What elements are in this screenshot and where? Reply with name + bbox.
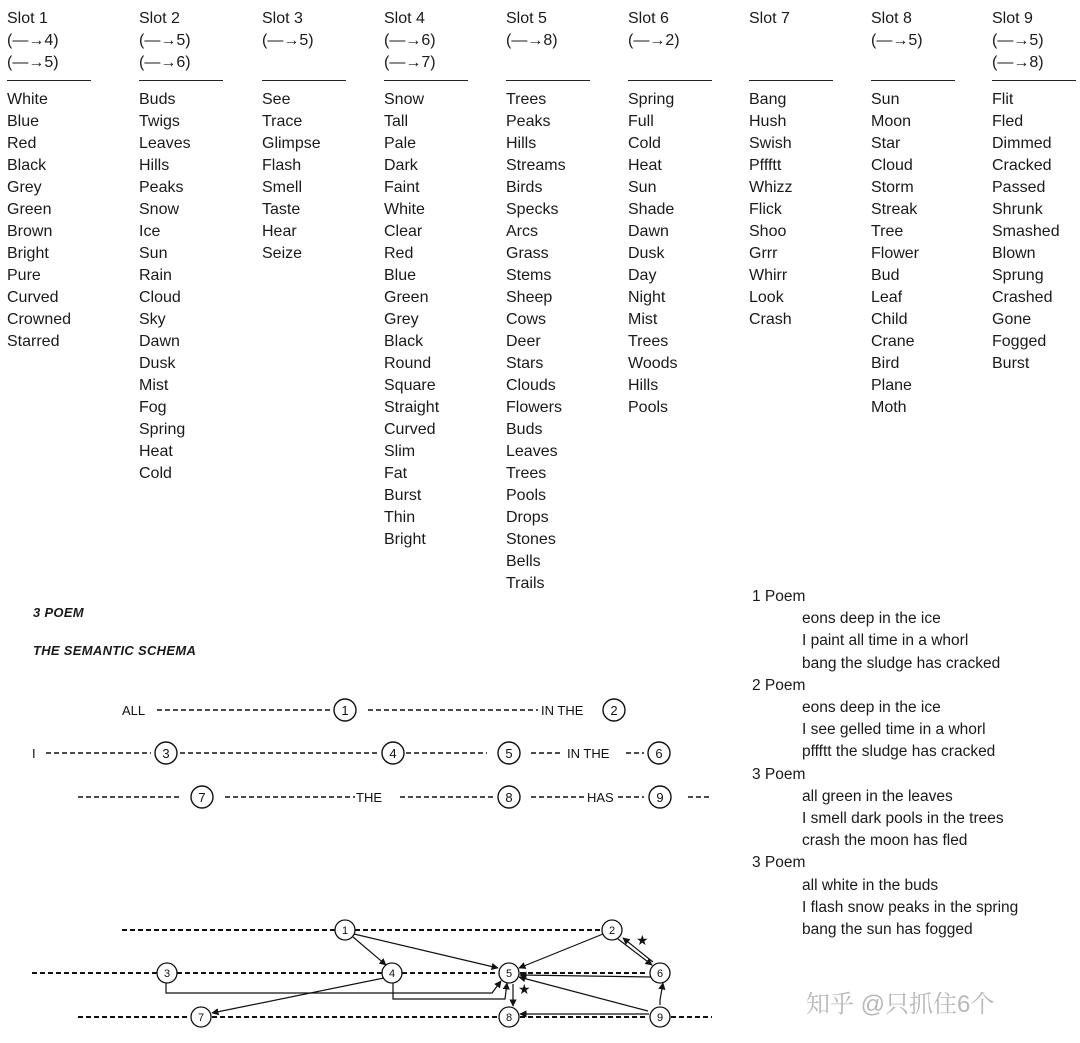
slot-word: Spring <box>628 91 675 108</box>
slot-word: Faint <box>384 179 420 196</box>
poem-title: 3 Poem <box>752 854 806 872</box>
slot-word: Bird <box>871 355 900 372</box>
slot-word: Spring <box>139 421 186 438</box>
schema-word-all: ALL <box>122 703 146 718</box>
slot-word: Burst <box>992 355 1030 372</box>
slot-word: Peaks <box>506 113 551 130</box>
slot-link: (—→5) <box>139 32 191 49</box>
slot-word: Grey <box>384 311 419 328</box>
slot-word: Green <box>7 201 52 218</box>
slot-word: Trees <box>628 333 669 350</box>
slot-word: Glimpse <box>262 135 321 152</box>
slot-word: Fogged <box>992 333 1047 350</box>
slot-word: Hear <box>262 223 297 240</box>
schema-word-in-the-1: IN THE <box>541 703 584 718</box>
slot-link: (—→5) <box>262 32 314 49</box>
slot-word: Bells <box>506 553 541 570</box>
slot-word: Stones <box>506 531 556 548</box>
slot-word: Plane <box>871 377 912 394</box>
schema-node-1: 1 <box>341 703 349 718</box>
slot-word: Heat <box>139 443 173 460</box>
slot-word: Clouds <box>506 377 556 394</box>
slot-link: (—→2) <box>628 32 680 49</box>
slot-word: Cold <box>139 465 172 482</box>
slot-word: Dusk <box>139 355 176 372</box>
slot-title: Slot 4 <box>384 10 425 27</box>
slot-divider <box>139 80 223 81</box>
slot-header <box>384 8 499 74</box>
slot-word: Starred <box>7 333 60 350</box>
slot-column-2 <box>139 8 254 485</box>
slot-title: Slot 2 <box>139 10 180 27</box>
schema-node-3: 3 <box>162 746 170 761</box>
slot-link: (—→8) <box>506 32 558 49</box>
slot-word: Pure <box>7 267 41 284</box>
slot-word: Seize <box>262 245 303 262</box>
slot-word: Cows <box>506 311 547 328</box>
slot-word: Cold <box>628 135 661 152</box>
schema-node-7: 7 <box>198 790 206 805</box>
poem-line: all white in the buds <box>802 876 939 894</box>
slot-word: Flick <box>749 201 782 218</box>
poem-line: all green in the leaves <box>802 787 953 805</box>
slot-word: Hills <box>628 377 659 394</box>
graph-node-5: 5 <box>505 968 513 980</box>
slot-link: (—→5) <box>7 54 59 71</box>
slot-word: Flowers <box>506 399 563 416</box>
slot-word: Mist <box>628 311 658 328</box>
slot-word: Crowned <box>7 311 72 328</box>
slot-word: Shoo <box>749 223 787 240</box>
slot-word: Shrunk <box>992 201 1043 218</box>
poem-line: pffftt the sludge has cracked <box>802 743 996 761</box>
schema-word-the: THE <box>356 790 382 805</box>
slot-word: Crane <box>871 333 915 350</box>
graph-node-7: 7 <box>197 1012 205 1024</box>
slot-word: Flower <box>871 245 920 262</box>
slot-word: Smashed <box>992 223 1060 240</box>
slot-word: Dark <box>384 157 418 174</box>
slot-word: Moth <box>871 399 907 416</box>
slot-word: Twigs <box>139 113 180 130</box>
slot-word: Bright <box>384 531 426 548</box>
schema-word-has: HAS <box>587 790 614 805</box>
schema-node-2: 2 <box>610 703 618 718</box>
slot-word: Buds <box>506 421 543 438</box>
slot-word: Fled <box>992 113 1024 130</box>
slot-header <box>506 8 621 74</box>
slot-word: Sun <box>871 91 900 108</box>
slot-word: Tall <box>384 113 409 130</box>
slot-link: (—→5) <box>871 32 923 49</box>
poem-line: I flash snow peaks in the spring <box>802 898 1019 916</box>
poem-line: I smell dark pools in the trees <box>802 810 1004 828</box>
slot-word: Crash <box>749 311 792 328</box>
slot-word: Stems <box>506 267 552 284</box>
slot-word: Hills <box>139 157 170 174</box>
poem-title: 2 Poem <box>752 676 806 694</box>
semantic-schema <box>0 690 720 815</box>
slot-header <box>749 8 864 74</box>
slot-divider <box>506 80 590 81</box>
slot-word: Flash <box>262 157 302 174</box>
slot-divider <box>992 80 1076 81</box>
slot-word: Star <box>871 135 901 152</box>
slot-title: Slot 3 <box>262 10 303 27</box>
slot-word: Trace <box>262 113 303 130</box>
slot-column-8 <box>871 8 986 419</box>
poem-line: I paint all time in a whorl <box>802 632 969 650</box>
slot-word: Snow <box>139 201 180 218</box>
slot-column-9 <box>992 8 1080 375</box>
slot-word: White <box>384 201 425 218</box>
poem-line: eons deep in the ice <box>802 699 941 717</box>
slot-word: Pools <box>628 399 669 416</box>
slot-word: Heat <box>628 157 662 174</box>
slot-word: Streak <box>871 201 918 218</box>
slot-word: Sun <box>628 179 657 196</box>
slot-header <box>262 8 377 74</box>
slot-word: Slim <box>384 443 416 460</box>
slot-word: Snow <box>384 91 425 108</box>
slot-word: Brown <box>7 223 53 240</box>
slot-word: Bud <box>871 267 900 284</box>
star-icon: ★ <box>636 932 649 948</box>
slot-word: Fat <box>384 465 408 482</box>
schema-node-5: 5 <box>505 746 513 761</box>
slot-word: Hills <box>506 135 537 152</box>
slot-divider <box>749 80 833 81</box>
slot-word: Leaves <box>139 135 191 152</box>
slot-header <box>7 8 122 74</box>
graph-node-6: 6 <box>656 968 664 980</box>
slot-link: (—→8) <box>992 54 1044 71</box>
slot-word: Leaf <box>871 289 903 306</box>
slot-link: (—→6) <box>139 54 191 71</box>
slot-divider <box>7 80 91 81</box>
graph-node-2: 2 <box>608 925 616 937</box>
slot-word: Blue <box>384 267 417 284</box>
slot-word: Arcs <box>506 223 538 240</box>
slot-word: Trails <box>506 575 545 592</box>
poem-title: 1 Poem <box>752 588 806 605</box>
schema-word-in-the-2: IN THE <box>567 746 610 761</box>
slot-word: Smell <box>262 179 303 196</box>
slot-word: Drops <box>506 509 549 526</box>
slot-word: Blue <box>7 113 40 130</box>
slot-word: Peaks <box>139 179 184 196</box>
poem-line: bang the sun has fogged <box>802 921 973 939</box>
slot-word: Sky <box>139 311 166 328</box>
slot-word: Streams <box>506 157 566 174</box>
slot-header <box>992 8 1080 74</box>
graph-node-8: 8 <box>505 1012 513 1024</box>
slot-word: Night <box>628 289 666 306</box>
slot-title: Slot 6 <box>628 10 669 27</box>
slot-column-7 <box>749 8 864 331</box>
slot-word: Sheep <box>506 289 553 306</box>
connection-graph <box>0 910 720 1040</box>
slot-word: Red <box>7 135 37 152</box>
slot-word: Whizz <box>749 179 793 196</box>
slot-word: Child <box>871 311 908 328</box>
slot-word: Dawn <box>628 223 669 240</box>
slot-word: Bang <box>749 91 787 108</box>
slot-divider <box>871 80 955 81</box>
slot-word: Swish <box>749 135 792 152</box>
slot-word: Red <box>384 245 414 262</box>
schema-word-i: I <box>32 746 36 761</box>
slot-word: Tree <box>871 223 904 240</box>
slot-word: Grrr <box>749 245 778 262</box>
slot-word: Green <box>384 289 429 306</box>
slot-word: Blown <box>992 245 1036 262</box>
slot-title: Slot 9 <box>992 10 1033 27</box>
slot-word: Mist <box>139 377 169 394</box>
slot-word: Sprung <box>992 267 1044 284</box>
slot-column-1 <box>7 8 122 353</box>
poem-title: 3 Poem <box>752 765 806 783</box>
slot-word: Deer <box>506 333 541 350</box>
slot-word: Cloud <box>871 157 913 174</box>
slot-link: (—→5) <box>992 32 1044 49</box>
poem-line: crash the moon has fled <box>802 832 968 850</box>
slot-title: Slot 8 <box>871 10 912 27</box>
slot-word: Grass <box>506 245 549 262</box>
slot-word: Straight <box>384 399 440 416</box>
slot-word: Fog <box>139 399 167 416</box>
slot-word: Dawn <box>139 333 180 350</box>
example-poems <box>752 586 1018 941</box>
watermark: 知乎 @只抓住6个 <box>806 991 995 1018</box>
slot-word: Whirr <box>749 267 788 284</box>
slot-word: Dimmed <box>992 135 1052 152</box>
slot-word: Grey <box>7 179 42 196</box>
slot-word: Stars <box>506 355 544 372</box>
slot-word: Woods <box>628 355 678 372</box>
slot-word: Look <box>749 289 784 306</box>
slot-word: Crashed <box>992 289 1053 306</box>
slot-column-6 <box>628 8 743 419</box>
slot-word: Curved <box>7 289 59 306</box>
slot-word: Curved <box>384 421 436 438</box>
slot-word: Day <box>628 267 657 284</box>
slot-word: White <box>7 91 48 108</box>
slot-word: Cracked <box>992 157 1052 174</box>
slot-column-4 <box>384 8 499 551</box>
slot-word: Passed <box>992 179 1046 196</box>
slot-word: Hush <box>749 113 787 130</box>
slot-column-5 <box>506 8 621 595</box>
slot-word: Trees <box>506 465 547 482</box>
slot-word: Storm <box>871 179 914 196</box>
slot-title: Slot 5 <box>506 10 547 27</box>
slot-word: Black <box>384 333 424 350</box>
slot-word: Cloud <box>139 289 181 306</box>
graph-node-4: 4 <box>388 968 396 980</box>
slot-word: Pale <box>384 135 417 152</box>
slot-title: Slot 1 <box>7 10 48 27</box>
slot-word: Moon <box>871 113 912 130</box>
slot-header <box>628 8 743 74</box>
schema-node-6: 6 <box>655 746 663 761</box>
slot-word: Bright <box>7 245 49 262</box>
slot-divider <box>628 80 712 81</box>
slot-word: Black <box>7 157 47 174</box>
section-subheading: THE SEMANTIC SCHEMA <box>33 643 197 658</box>
slot-word: Ice <box>139 223 161 240</box>
slot-word: Round <box>384 355 432 372</box>
poem-line: I see gelled time in a whorl <box>802 721 986 739</box>
slot-column-3 <box>262 8 377 265</box>
slot-word: Square <box>384 377 436 394</box>
slot-word: Birds <box>506 179 543 196</box>
slot-header <box>139 8 254 74</box>
slot-title: Slot 7 <box>749 10 790 27</box>
slot-word: Dusk <box>628 245 665 262</box>
poem-line: bang the sludge has cracked <box>802 654 1001 672</box>
slot-word: Taste <box>262 201 301 218</box>
schema-node-8: 8 <box>505 790 513 805</box>
slot-link: (—→7) <box>384 54 436 71</box>
slot-divider <box>384 80 468 81</box>
section-heading: 3 POEM <box>33 605 84 620</box>
slot-word: See <box>262 91 291 108</box>
slot-word: Pools <box>506 487 547 504</box>
slot-word: Full <box>628 113 654 130</box>
slot-word: Rain <box>139 267 172 284</box>
graph-node-3: 3 <box>163 968 171 980</box>
slot-divider <box>262 80 346 81</box>
star-icon: ★ <box>518 981 531 997</box>
graph-node-9: 9 <box>656 1012 664 1024</box>
poem-line: eons deep in the ice <box>802 610 941 628</box>
graph-node-1: 1 <box>341 925 349 937</box>
slot-link: (—→4) <box>7 32 59 49</box>
slot-word: Trees <box>506 91 547 108</box>
slot-header <box>871 8 986 74</box>
slot-word: Gone <box>992 311 1032 328</box>
slot-word: Leaves <box>506 443 558 460</box>
slot-word: Pffftt <box>749 157 782 174</box>
slot-word: Flit <box>992 91 1014 108</box>
slot-word: Clear <box>384 223 423 240</box>
slot-word: Thin <box>384 509 416 526</box>
slot-word: Sun <box>139 245 168 262</box>
schema-node-9: 9 <box>656 790 664 805</box>
slot-word: Specks <box>506 201 559 218</box>
slot-word: Buds <box>139 91 176 108</box>
slot-word: Burst <box>384 487 422 504</box>
slot-word: Shade <box>628 201 675 218</box>
slot-link: (—→6) <box>384 32 436 49</box>
schema-node-4: 4 <box>389 746 397 761</box>
